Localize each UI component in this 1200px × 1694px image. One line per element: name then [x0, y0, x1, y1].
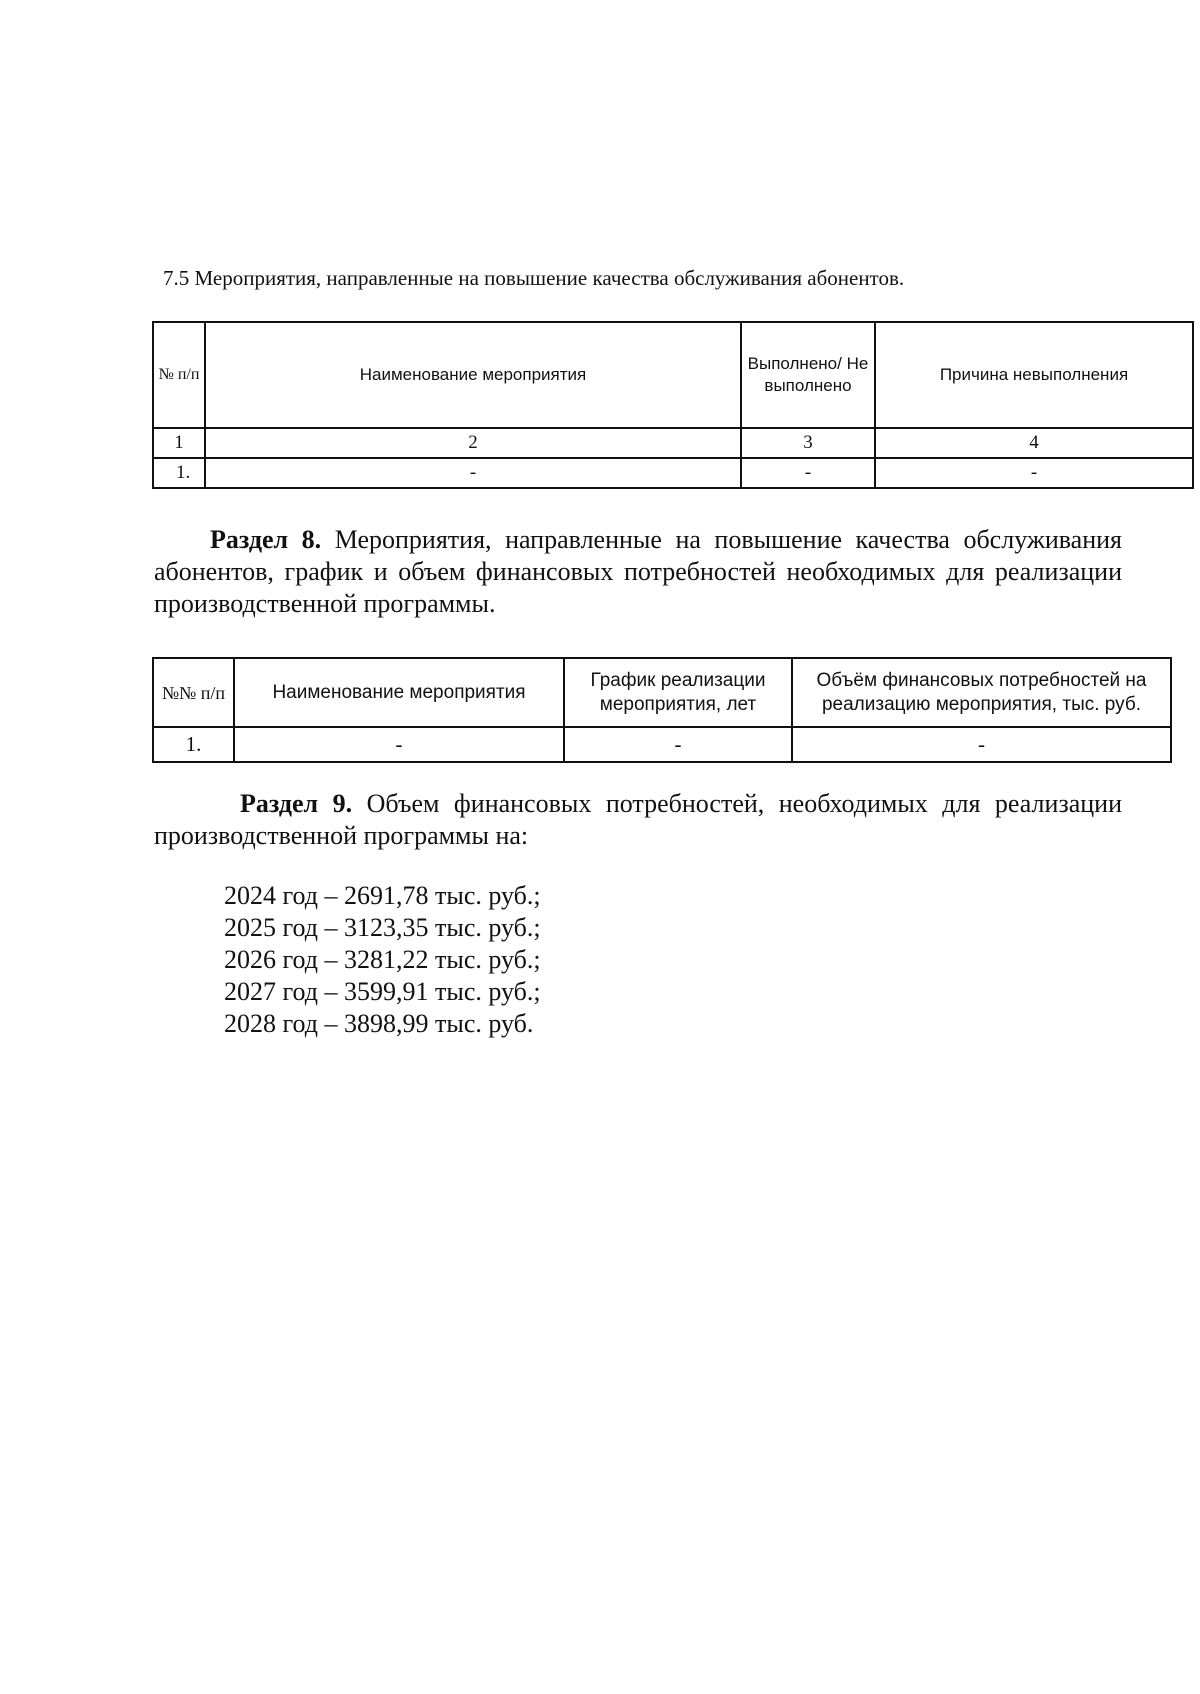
row-number: 1.	[153, 727, 234, 762]
yearly-financial-needs-list	[224, 880, 541, 1040]
header-reason: Причина невыполнения	[875, 322, 1193, 428]
section-9-label: Раздел 9.	[240, 789, 353, 818]
header-schedule: График реализации мероприятия, лет	[564, 658, 792, 727]
activities-finance-table	[152, 657, 1172, 763]
table-row	[153, 458, 1193, 488]
section-9-paragraph	[154, 788, 1122, 852]
year-amount-item: 2026 год – 3281,22 тыс. руб.;	[224, 945, 541, 974]
table-header-row	[153, 322, 1193, 428]
index-cell: 3	[741, 428, 875, 458]
section-8-paragraph	[154, 524, 1122, 620]
table-row	[153, 727, 1171, 762]
index-cell: 1	[153, 428, 205, 458]
row-reason: -	[875, 458, 1193, 488]
row-schedule: -	[564, 727, 792, 762]
section-8-label: Раздел 8.	[210, 525, 322, 554]
row-financial-needs: -	[792, 727, 1171, 762]
row-completed: -	[741, 458, 875, 488]
year-amount-item: 2027 год – 3599,91 тыс. руб.;	[224, 977, 541, 1006]
section-8-text: Мероприятия, направленные на повышение качества обслуживания абонентов, график и объем финансовых потребностей необходимых для реализации производственной программы.	[154, 525, 1122, 618]
row-activity-name: -	[205, 458, 741, 488]
header-number: № п/п	[153, 322, 205, 428]
table-header-row	[153, 658, 1171, 727]
header-number: №№ п/п	[153, 658, 234, 727]
index-cell: 4	[875, 428, 1193, 458]
section-7-5-heading: 7.5 Мероприятия, направленные на повышение качества обслуживания абонентов.	[163, 266, 905, 290]
year-amount-item: 2025 год – 3123,35 тыс. руб.;	[224, 913, 541, 942]
header-activity-name: Наименование мероприятия	[205, 322, 741, 428]
year-amount-item: 2024 год – 2691,78 тыс. руб.;	[224, 881, 541, 910]
activities-table-7-5	[152, 321, 1194, 489]
header-financial-needs: Объём финансовых потребностей на реализацию мероприятия, тыс. руб.	[792, 658, 1171, 727]
table-index-row	[153, 428, 1193, 458]
year-amount-item: 2028 год – 3898,99 тыс. руб.	[224, 1009, 534, 1038]
index-cell: 2	[205, 428, 741, 458]
header-activity-name: Наименование мероприятия	[234, 658, 564, 727]
row-number: 1.	[153, 458, 205, 488]
row-activity-name: -	[234, 727, 564, 762]
header-completed: Выполнено/ Не выполнено	[741, 322, 875, 428]
section-9-text: Объем финансовых потребностей, необходимых для реализации производственной программы на:	[154, 789, 1123, 850]
